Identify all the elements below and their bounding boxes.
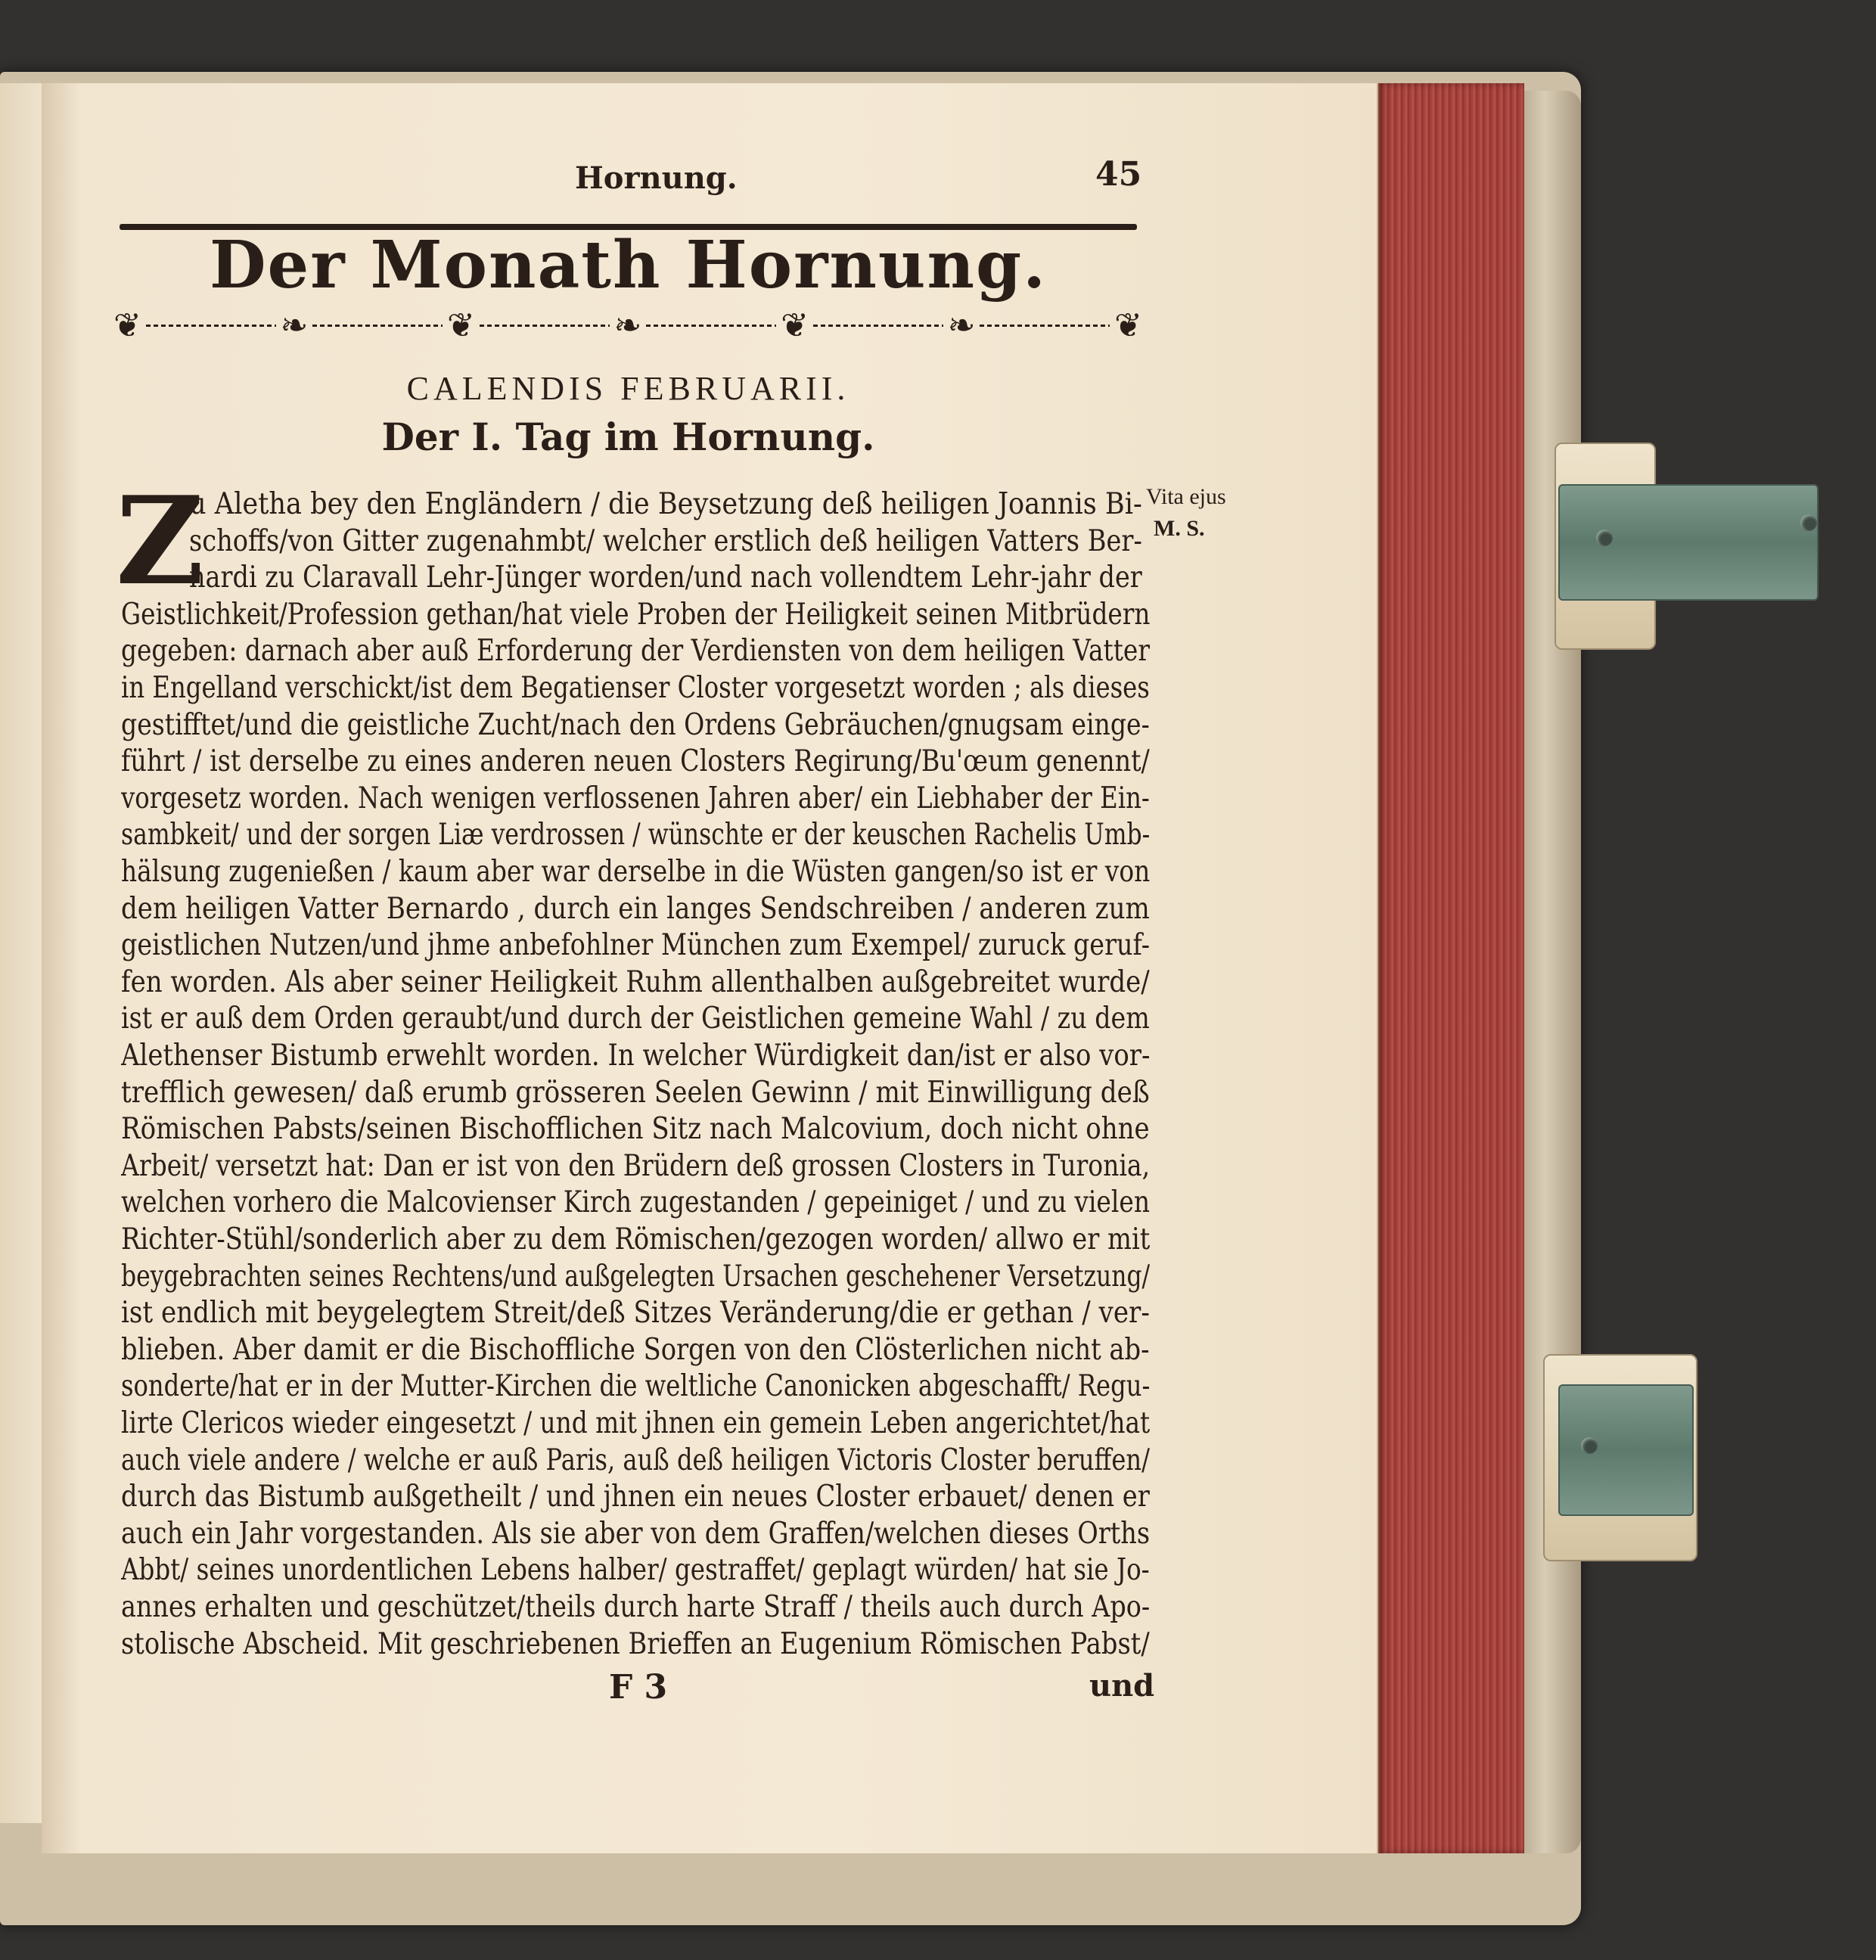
- text-line: stolische Abscheid. Mit geschriebenen Brieffen an Eugenium Römischen Pabst/: [121, 1626, 1150, 1661]
- subtitle: CALENDIS FEBRUARII.: [406, 370, 850, 407]
- text-line: annes erhalten und geschützet/theils durch harte Straff / theils auch durch Apo-: [121, 1589, 1150, 1624]
- text-line: in Engelland verschickt/ist dem Begatienser Closter vorgesetzt worden ; als dieses: [121, 670, 1150, 705]
- day-heading: Der I. Tag im Hornung.: [381, 415, 875, 459]
- book-fore-edge-cover: [1520, 91, 1581, 1853]
- page-number: 45: [1095, 155, 1142, 194]
- rivet-icon: [1596, 530, 1613, 546]
- text-line: geistlichen Nutzen/und jhme anbefohlner München zum Exempel/ zuruck geruf-: [121, 927, 1150, 963]
- text-line: sonderte/hat er in der Mutter-Kirchen die weltliche Canonicken abgeschafft/ Regu-: [121, 1368, 1150, 1404]
- text-line: u Aletha bey den Engländern / die Beysetzung deß heiligen Joannis Bi-: [189, 486, 1142, 521]
- text-line: gegeben: darnach aber auß Erforderung der Verdiensten von dem heiligen Vatter: [121, 633, 1150, 669]
- text-line: lirte Clericos wieder eingesetzt / und mit jhnen ein gemein Leben angerichtet/hat: [121, 1406, 1150, 1440]
- text-line: Geistlichkeit/Profession gethan/hat viele Proben der Heiligkeit seinen Mitbrüdern: [121, 596, 1150, 632]
- ornament-band: [113, 306, 1142, 344]
- text-line: hälsung zugenießen / kaum aber war derselbe in die Wüsten gangen/so ist er von: [121, 854, 1150, 889]
- text-line: sambkeit/ und der sorgen Liæ verdrossen / wünschte er der keuschen Rachelis Umb-: [121, 817, 1150, 853]
- text-line: blieben. Aber damit er die Bischoffliche Sorgen von den Clösterlichen nicht ab-: [121, 1331, 1150, 1367]
- text-line: dem heiligen Vatter Bernardo , durch ein langes Sendschreiben / anderen zum: [121, 890, 1150, 926]
- fleuron-icon: ❦: [113, 306, 141, 345]
- text-line: schoffs/von Gitter zugenahmbt/ welcher erstlich deß heiligen Vatters Ber-: [189, 523, 1142, 558]
- text-line: auch ein Jahr vorgestanden. Als sie aber von dem Graffen/welchen dieses Orths: [121, 1515, 1150, 1551]
- red-page-edges: [1377, 83, 1524, 1853]
- fleuron-icon: ❧: [947, 306, 976, 345]
- margin-note: Vita ejus: [1146, 484, 1226, 509]
- page-title: Der Monath Hornung.: [209, 227, 1048, 303]
- text-line: Römischen Pabsts/seinen Bischofflichen Sitz nach Malcovium, doch nicht ohne: [121, 1111, 1150, 1147]
- signature-mark: F 3: [609, 1668, 668, 1707]
- text-line: trefflich gewesen/ daß erumb grösseren Seelen Gewinn / mit Einwilligung deß: [121, 1074, 1150, 1110]
- text-line: Richter-Stühl/sonderlich aber zu dem Römischen/gezogen worden/ allwo er mit: [121, 1222, 1150, 1256]
- fleuron-icon: ❦: [1114, 306, 1142, 345]
- text-line: durch das Bistumb außgetheilt / und jhnen ein neues Closter erbauet/ denen er: [121, 1479, 1150, 1514]
- margin-note: M. S.: [1154, 516, 1205, 541]
- fleuron-icon: ❧: [280, 306, 309, 345]
- text-line: welchen vorhero die Malcovienser Kirch zugestanden / gepeiniget / und zu vielen: [121, 1185, 1150, 1220]
- text-line: Abbt/ seines unordentlichen Lebens halber/ gestraffet/ geplagt würden/ hat sie Jo-: [121, 1552, 1150, 1588]
- fleuron-icon: ❧: [613, 306, 642, 345]
- rivet-icon: [1581, 1437, 1598, 1454]
- fleuron-icon: ❦: [447, 306, 475, 345]
- running-head: Hornung.: [575, 160, 738, 196]
- text-line: Alethenser Bistumb erwehlt worden. In welcher Würdigkeit dan/ist er also vor-: [121, 1038, 1150, 1073]
- text-line: auch viele andere / welche er auß Paris, auß deß heiligen Victoris Closter beruffen/: [121, 1442, 1150, 1477]
- fleuron-icon: ❦: [781, 306, 809, 345]
- lower-clasp-metal: [1558, 1384, 1694, 1516]
- catchword: und: [1089, 1668, 1155, 1704]
- text-line: beygebrachten seines Rechtens/und außgelegten Ursachen geschehener Versetzung/: [121, 1258, 1150, 1294]
- left-page-edge: [0, 83, 45, 1823]
- text-line: vorgesetz worden. Nach wenigen verflossenen Jahren aber/ ein Liebhaber der Ein-: [121, 780, 1150, 815]
- text-line: gestifftet/und die geistliche Zucht/nach den Ordens Gebräuchen/gnugsam einge-: [121, 707, 1150, 742]
- drop-cap: Z: [116, 470, 204, 612]
- text-line: fen worden. Als aber seiner Heiligkeit Ruhm allenthalben außgebreitet wurde/: [121, 964, 1150, 999]
- rivet-icon: [1800, 514, 1817, 531]
- text-line: ist endlich mit beygelegtem Streit/deß Sitzes Veränderung/die er gethan / ver-: [121, 1295, 1150, 1331]
- text-line: nardi zu Claravall Lehr-Jünger worden/und nach vollendtem Lehr-jahr der: [189, 560, 1142, 595]
- text-line: ist er auß dem Orden geraubt/und durch der Geistlichen gemeine Wahl / zu dem: [121, 1001, 1150, 1036]
- text-line: führt / ist derselbe zu eines anderen neuen Closters Regirung/Bu'œum genennt/: [121, 744, 1150, 779]
- text-line: Arbeit/ versetzt hat: Dan er ist von den Brüdern deß grossen Closters in Turonia,: [121, 1148, 1150, 1183]
